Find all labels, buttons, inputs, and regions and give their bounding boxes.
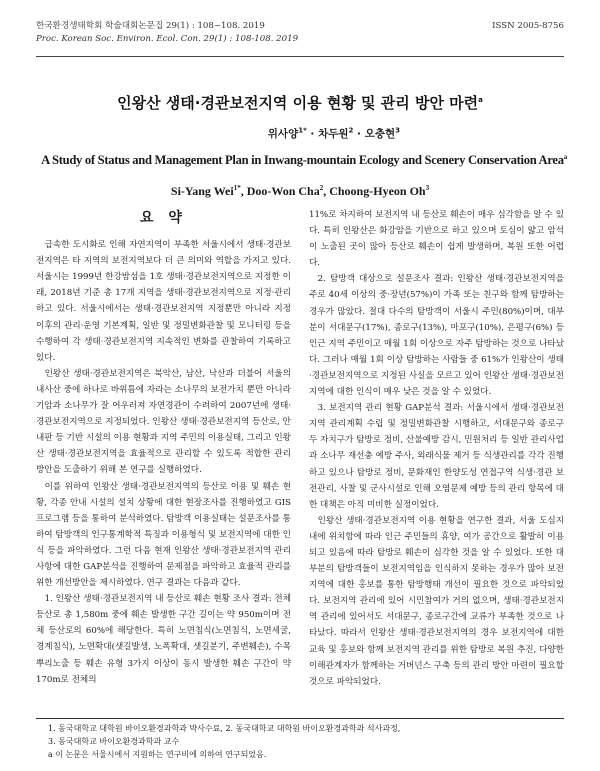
right-column <box>309 207 564 690</box>
body-paragraph: 급속한 도시화로 인해 자연지역이 부족한 서울시에서 생태·경관보전지역은 타 지역의 보전지역보다 더 큰 의미와 역할을 가지고 있다. 서울시는 1999년 한강밤섬을 1호 생태·경관보전지역으로 지정한 이래, 2018년 기준 총 17개 지역을 생태·경관보전지역으로 지정·관리하고 있다. 서울시에서는 생태·경관보전지역 지정뿐만 아니라 지정 이후의 관리·운영 기본계획, 일반 및 정밀변화관찰 및 모니터링 등을 수행하여 각 생태·경관보전지역 지속적인 변화를 관찰하여 기록하고 있다. <box>36 240 291 363</box>
body-paragraph: 2. 탐방객 대상으로 설문조사 결과: 인왕산 생태·경관보전지역을 주로 40세 이상의 중·장년(57%)이 가족 또는 친구와 함께 탐방하는 경우가 많았다. 절대 다수의 탐방객이 서울시 주민(80%)이며, 대부분이 서대문구(17%), 종로구(13%), 마포구(10%), 은평구(6%) 등 인근 지역 주민이고 매월 1회 이상으로 자주 탐방하는 것으로 나타났다. 그러나 매월 1회 이상 탐방하는 사람들 중 61%가 인왕산이 생태·경관보전지역으로 지정된 사실을 모르고 있어 인왕산 생태·경관보전지역에 대한 인식이 매우 낮은 것을 알 수 있었다. <box>309 274 564 398</box>
author-name: 차두원 <box>318 128 349 140</box>
body-paragraph: 11%로 차지하여 보전지역 내 등산로 훼손이 매우 심각함을 알 수 있다. 특히 인왕산은 화강암을 기반으로 하고 있으며 토심이 얇고 암석이 노출된 곳이 많아 등산로 훼손이 쉽게 발생하며, 복원 또한 어렵다. <box>309 210 564 269</box>
footnotes <box>48 722 564 761</box>
footnote: a 이 논문은 서울시에서 지원하는 연구비에 의하여 연구되었음. <box>48 750 267 759</box>
body-paragraph: 1. 인왕산 생태·경관보전지역 내 등산로 훼손 현황 조사 결과: 전체 등산로 총 1,580m 중에 훼손 발생한 구간 길이는 약 950m이며 전체 등산로의 60%에 해당한다. 특히 노면침식(노면침식, 노면세굴, 경계침식), 노면확대(샛길발생, 노폭확대, 샛길분기, 주변훼손), 수목뿌리노출 등 훼손 유형 3가지 이상이 동시 발생한 훼손 구간이 약 170m로 전체의 <box>36 594 291 685</box>
header-rule <box>36 56 564 57</box>
footnote: 3. 동국대학교 바이오환경과학과 교수 <box>48 737 180 746</box>
author-name: Doo-Won Cha <box>246 184 320 198</box>
left-column <box>36 207 291 688</box>
journal-english: Proc. Korean Soc. Environ. Ecol. Con. 29(1) : 108-108. 2019 <box>36 34 299 44</box>
abstract-heading: 요 약 <box>140 210 187 226</box>
authors-english: Si-Yang Wei$^{1*}$, Doo-Won Cha$^2$, Choong-Hyeon Oh$^3$ <box>170 184 430 198</box>
paper-title-english: A Study of Status and Management Plan in Inwang-mountain Ecology and Scenery Conservation Area$^a$ <box>41 153 567 168</box>
running-header <box>36 20 564 46</box>
footnote: 1. 동국대학교 대학원 바이오환경과학과 박사수료, 2. 동국대학교 대학원 바이오환경과학과 석사과정, <box>48 724 401 733</box>
footnote-rule <box>36 718 564 719</box>
body-paragraph: 인왕산 생태·경관보전지역은 북악산, 남산, 낙산과 더불어 서울의 내사산 중에 하나로 바위틈에 자라는 소나무의 보전가치 뿐만 아니라 기암과 소나무가 잘 어우러져 자연경관이 수려하여 2007년에 생태·경관보전지역으로 지정되었다. 인왕산 생태·경관보전지역 등산로, 안내판 등 기반 시설의 이용 현황과 지역 주민의 이용실태, 그리고 인왕산 생태·경관보전지역을 효율적으로 관리할 수 있도록 적합한 관리 방안을 도출하기 위해 본 연구를 실행하였다. <box>36 368 291 476</box>
author-name: 위사양 <box>267 128 299 140</box>
issn: ISSN 2005-8756 <box>492 21 564 31</box>
authors-korean: 위사양$^{1*}$ · 차두원$^2$ · 오충현$^3$ <box>267 126 400 140</box>
author-name: Si-Yang Wei <box>170 184 234 198</box>
body-paragraph: 3. 보전지역 관리 현황 GAP분석 결과: 서울시에서 생태·경관보전지역 관리계획 수립 및 정밀변화관찰 시행하고, 서대문구와 종로구 두 자치구가 탐방로 정비, 산불예방 감시, 민원처리 등 일반 관리사업과 소나무 재선충 예방 주사, 외래식물 제거 등 식생관리를 각각 진행하고 있으나 탐방로 정비, 문화재인 한양도성 연접구역 식생·경관 보전관리, 사찰 및 군사시설로 인해 오염문제 예방 등의 관리 항목에 대한 대책은 아직 미비한 실정이었다. <box>309 403 564 510</box>
body-paragraph: 인왕산 생태·경관보전지역 이용 현황을 연구한 결과, 서울 도심지 내에 위치함에 따라 인근 주민들의 휴양, 여가 공간으로 활발히 이용되고 있음에 따라 탐방로 훼손이 심각한 것을 알 수 있었다. 또한 대부분의 탐방객들이 보전지역임을 인식하지 못하는 경우가 많아 보전지역에 대한 홍보를 통한 탐방행태 개선이 필요한 것으로 파악되었다. 보전지역 관리에 있어 시민참여가 거의 없으며, 생태·경관보전지역 관리에 있어서도 서대문구, 종로구간에 교류가 부족한 것으로 나타났다. 따라서 인왕산 생태·경관보전지역의 경우 보전지역에 대한 교육 및 홍보와 함께 보전지역 관리를 위한 탐방로 복원 추진, 다양한 이해관계자가 함께하는 거버넌스 구축 등의 관리 방안 마련이 필요할 것으로 파악되었다. <box>309 515 564 687</box>
journal-korean: 한국환경생태학회 학술대회논문집 29(1) : 108~108. 2019 <box>36 21 265 31</box>
body-paragraph: 이를 위하여 인왕산 생태·경관보전지역의 등산로 이용 및 훼손 현황, 각종 안내 시설의 설치 상황에 대한 현장조사를 진행하였고 GIS 프로그램 등을 통하여 분석하였다. 탐방객 이용실태는 설문조사를 통하여 탐방객의 인구통계학적 특징과 이용형식 및 보전지역에 대한 인식 등을 파악하였다. 그런 다음 현재 인왕산 생태·경관보전지역 관리 사항에 대한 GAP분석을 진행하여 문제점을 파악하고 효율적 관리를 위한 개선방안을 제시하였다. 연구 결과는 다음과 같다. <box>36 481 291 589</box>
paper-title-korean: 인왕산 생태·경관보전지역 이용 현황 및 관리 방안 마련$^a$ <box>117 94 483 112</box>
author-name: Choong-Hyeon Oh <box>329 184 426 198</box>
author-name: 오충현 <box>364 128 396 140</box>
